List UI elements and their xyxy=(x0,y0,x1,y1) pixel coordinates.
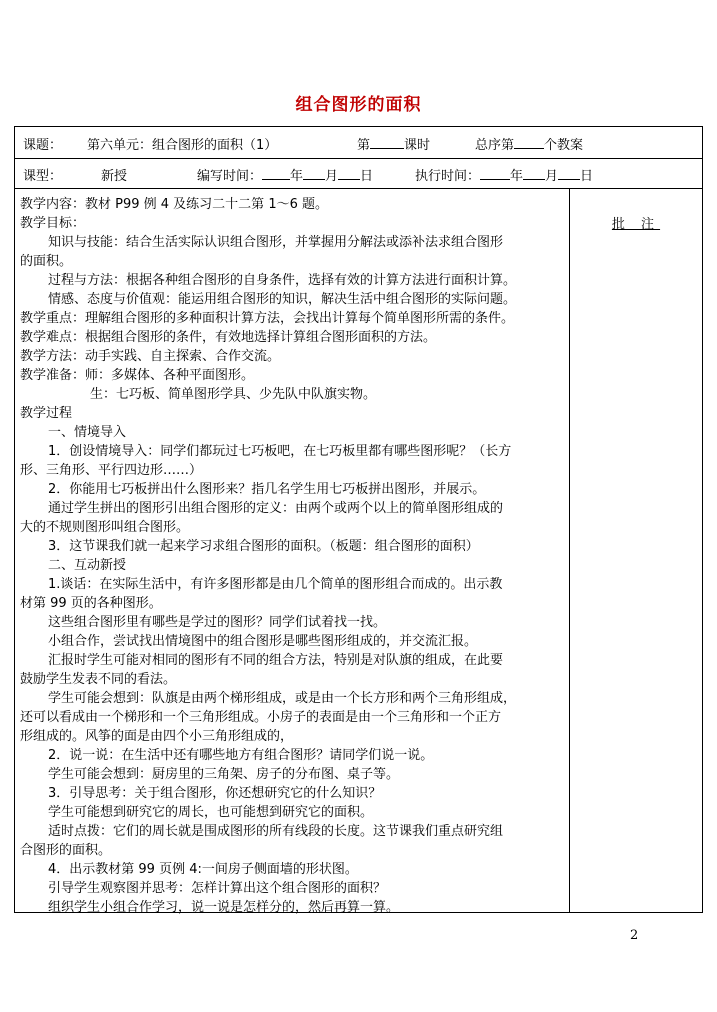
header-row-type xyxy=(15,159,702,189)
line-37: 组织学生小组合作学习，说一说是怎样分的，然后再算一算。 xyxy=(48,900,400,915)
total-field xyxy=(475,134,583,153)
exec-day: 日 xyxy=(580,169,594,184)
line-29: 2．说一说：在生活中还有哪些地方有组合图形？请同学们说一说。 xyxy=(48,748,434,763)
lesson-lines xyxy=(20,195,566,917)
line-15: 2．你能用七巧板拼出什么图形来？指几名学生用七巧板拼出图形，并展示。 xyxy=(48,482,486,497)
exec-day-blank xyxy=(558,166,580,180)
write-day-blank xyxy=(338,166,360,180)
period-prefix: 第 xyxy=(357,138,371,153)
exec-year-blank xyxy=(480,166,510,180)
line-3: 的面积。 xyxy=(20,254,73,269)
exec-month-blank xyxy=(523,166,545,180)
line-27: 还可以看成由一个梯形和一个三角形组成。小房子的表面是由一个三角形和一个正方 xyxy=(20,710,502,725)
line-6: 教学重点：理解组合图形的多种面积计算方法，会找出计算每个简单图形所需的条件。 xyxy=(20,311,515,326)
line-35: 4．出示教材第 99 页例 4:一间房子侧面墙的形状图。 xyxy=(48,862,358,877)
line-18: 3．这节课我们就一起来学习求组合图形的面积。（板题：组合图形的面积） xyxy=(48,539,479,554)
line-33: 适时点拨：它们的周长就是围成图形的所有线段的长度。这节课我们重点研究组 xyxy=(48,824,504,839)
line-21: 材第 99 页的各种图形。 xyxy=(20,596,162,611)
page-number: 2 xyxy=(630,928,639,943)
total-prefix: 总序第 xyxy=(475,138,515,153)
line-28: 形组成的。风筝的面是由四个小三角形组成的， xyxy=(20,729,294,744)
line-14: 形、三角形、平行四边形……） xyxy=(20,463,203,478)
line-9: 教学准备：师：多媒体、各种平面图形。 xyxy=(20,368,255,383)
line-20: 1.谈话：在实际生活中，有许多图形都是由几个简单的图形组合而成的。出示教 xyxy=(48,577,503,592)
type-label: 课型： xyxy=(23,169,63,184)
write-month-blank xyxy=(303,166,325,180)
line-26: 学生可能会想到：队旗是由两个梯形组成，或是由一个长方形和两个三角形组成， xyxy=(48,691,517,706)
annotation-column xyxy=(570,189,702,912)
line-2: 知识与技能：结合生活实际认识组合图形，并掌握用分解法或添补法求组合图形 xyxy=(48,235,504,250)
exec-month: 月 xyxy=(545,169,559,184)
line-0: 教学内容：教材 P99 例 4 及练习二十二第 1～6 题。 xyxy=(20,197,328,212)
line-13: 1．创设情境导入：同学们都玩过七巧板吧，在七巧板里都有哪些图形呢？（长方 xyxy=(48,444,512,459)
line-32: 学生可能想到研究它的周长，也可能想到研究它的面积。 xyxy=(48,805,374,820)
write-year: 年 xyxy=(290,169,304,184)
line-17: 大的不规则图形叫组合图形。 xyxy=(20,520,190,535)
line-23: 小组合作，尝试找出情境图中的组合图形是哪些图形组成的，并交流汇报。 xyxy=(48,634,478,649)
line-11: 教学过程 xyxy=(20,406,73,421)
line-10: 生：七巧板、简单图形学具、少先队中队旗实物。 xyxy=(90,387,377,402)
write-time-field xyxy=(197,165,373,184)
line-16: 通过学生拼出的图形引出组合图形的定义：由两个或两个以上的简单图形组成的 xyxy=(48,501,504,516)
topic-label: 课题： xyxy=(23,138,63,153)
topic-value: 第六单元：组合图形的面积（1） xyxy=(87,138,278,153)
annotation-label: 批 注 xyxy=(611,217,661,232)
line-12: 一、情境导入 xyxy=(48,425,127,440)
page-title: 组合图形的面积 xyxy=(295,95,422,115)
exec-year: 年 xyxy=(510,169,524,184)
line-24: 汇报时学生可能对相同的图形有不同的组合方法，特别是对队旗的组成，在此要 xyxy=(48,653,504,668)
exec-time-field xyxy=(415,165,593,184)
line-19: 二、互动新授 xyxy=(48,558,127,573)
line-1: 教学目标： xyxy=(20,216,86,231)
period-field xyxy=(357,134,430,153)
lesson-content xyxy=(15,189,570,915)
line-7: 教学难点：根据组合图形的条件，有效地选择计算组合图形面积的方法。 xyxy=(20,330,437,345)
period-suffix: 课时 xyxy=(404,138,431,153)
line-4: 过程与方法：根据各种组合图形的自身条件，选择有效的计算方法进行面积计算。 xyxy=(48,273,517,288)
line-31: 3．引导思考：关于组合图形，你还想研究它的什么知识？ xyxy=(48,786,382,801)
period-blank xyxy=(370,135,404,149)
lesson-plan-table xyxy=(14,126,703,913)
line-5: 情感、态度与价值观：能运用组合图形的知识，解决生活中组合图形的实际问题。 xyxy=(48,292,517,307)
write-year-blank xyxy=(262,166,290,180)
write-day: 日 xyxy=(360,169,374,184)
type-value: 新授 xyxy=(101,169,128,184)
total-blank xyxy=(514,135,544,149)
write-month: 月 xyxy=(325,169,339,184)
header-row-topic xyxy=(15,127,702,159)
line-30: 学生可能会想到：厨房里的三角架、房子的分布图、桌子等。 xyxy=(48,767,400,782)
write-label: 编写时间： xyxy=(197,169,263,184)
line-36: 引导学生观察图并思考：怎样计算出这个组合图形的面积？ xyxy=(48,881,387,896)
total-suffix: 个教案 xyxy=(544,138,584,153)
exec-label: 执行时间： xyxy=(415,169,481,184)
line-34: 合图形的面积。 xyxy=(20,843,112,858)
line-25: 鼓励学生发表不同的看法。 xyxy=(20,672,177,687)
line-22: 这些组合图形里有哪些是学过的图形？同学们试着找一找。 xyxy=(48,615,387,630)
line-8: 教学方法：动手实践、自主探索、合作交流。 xyxy=(20,349,281,364)
